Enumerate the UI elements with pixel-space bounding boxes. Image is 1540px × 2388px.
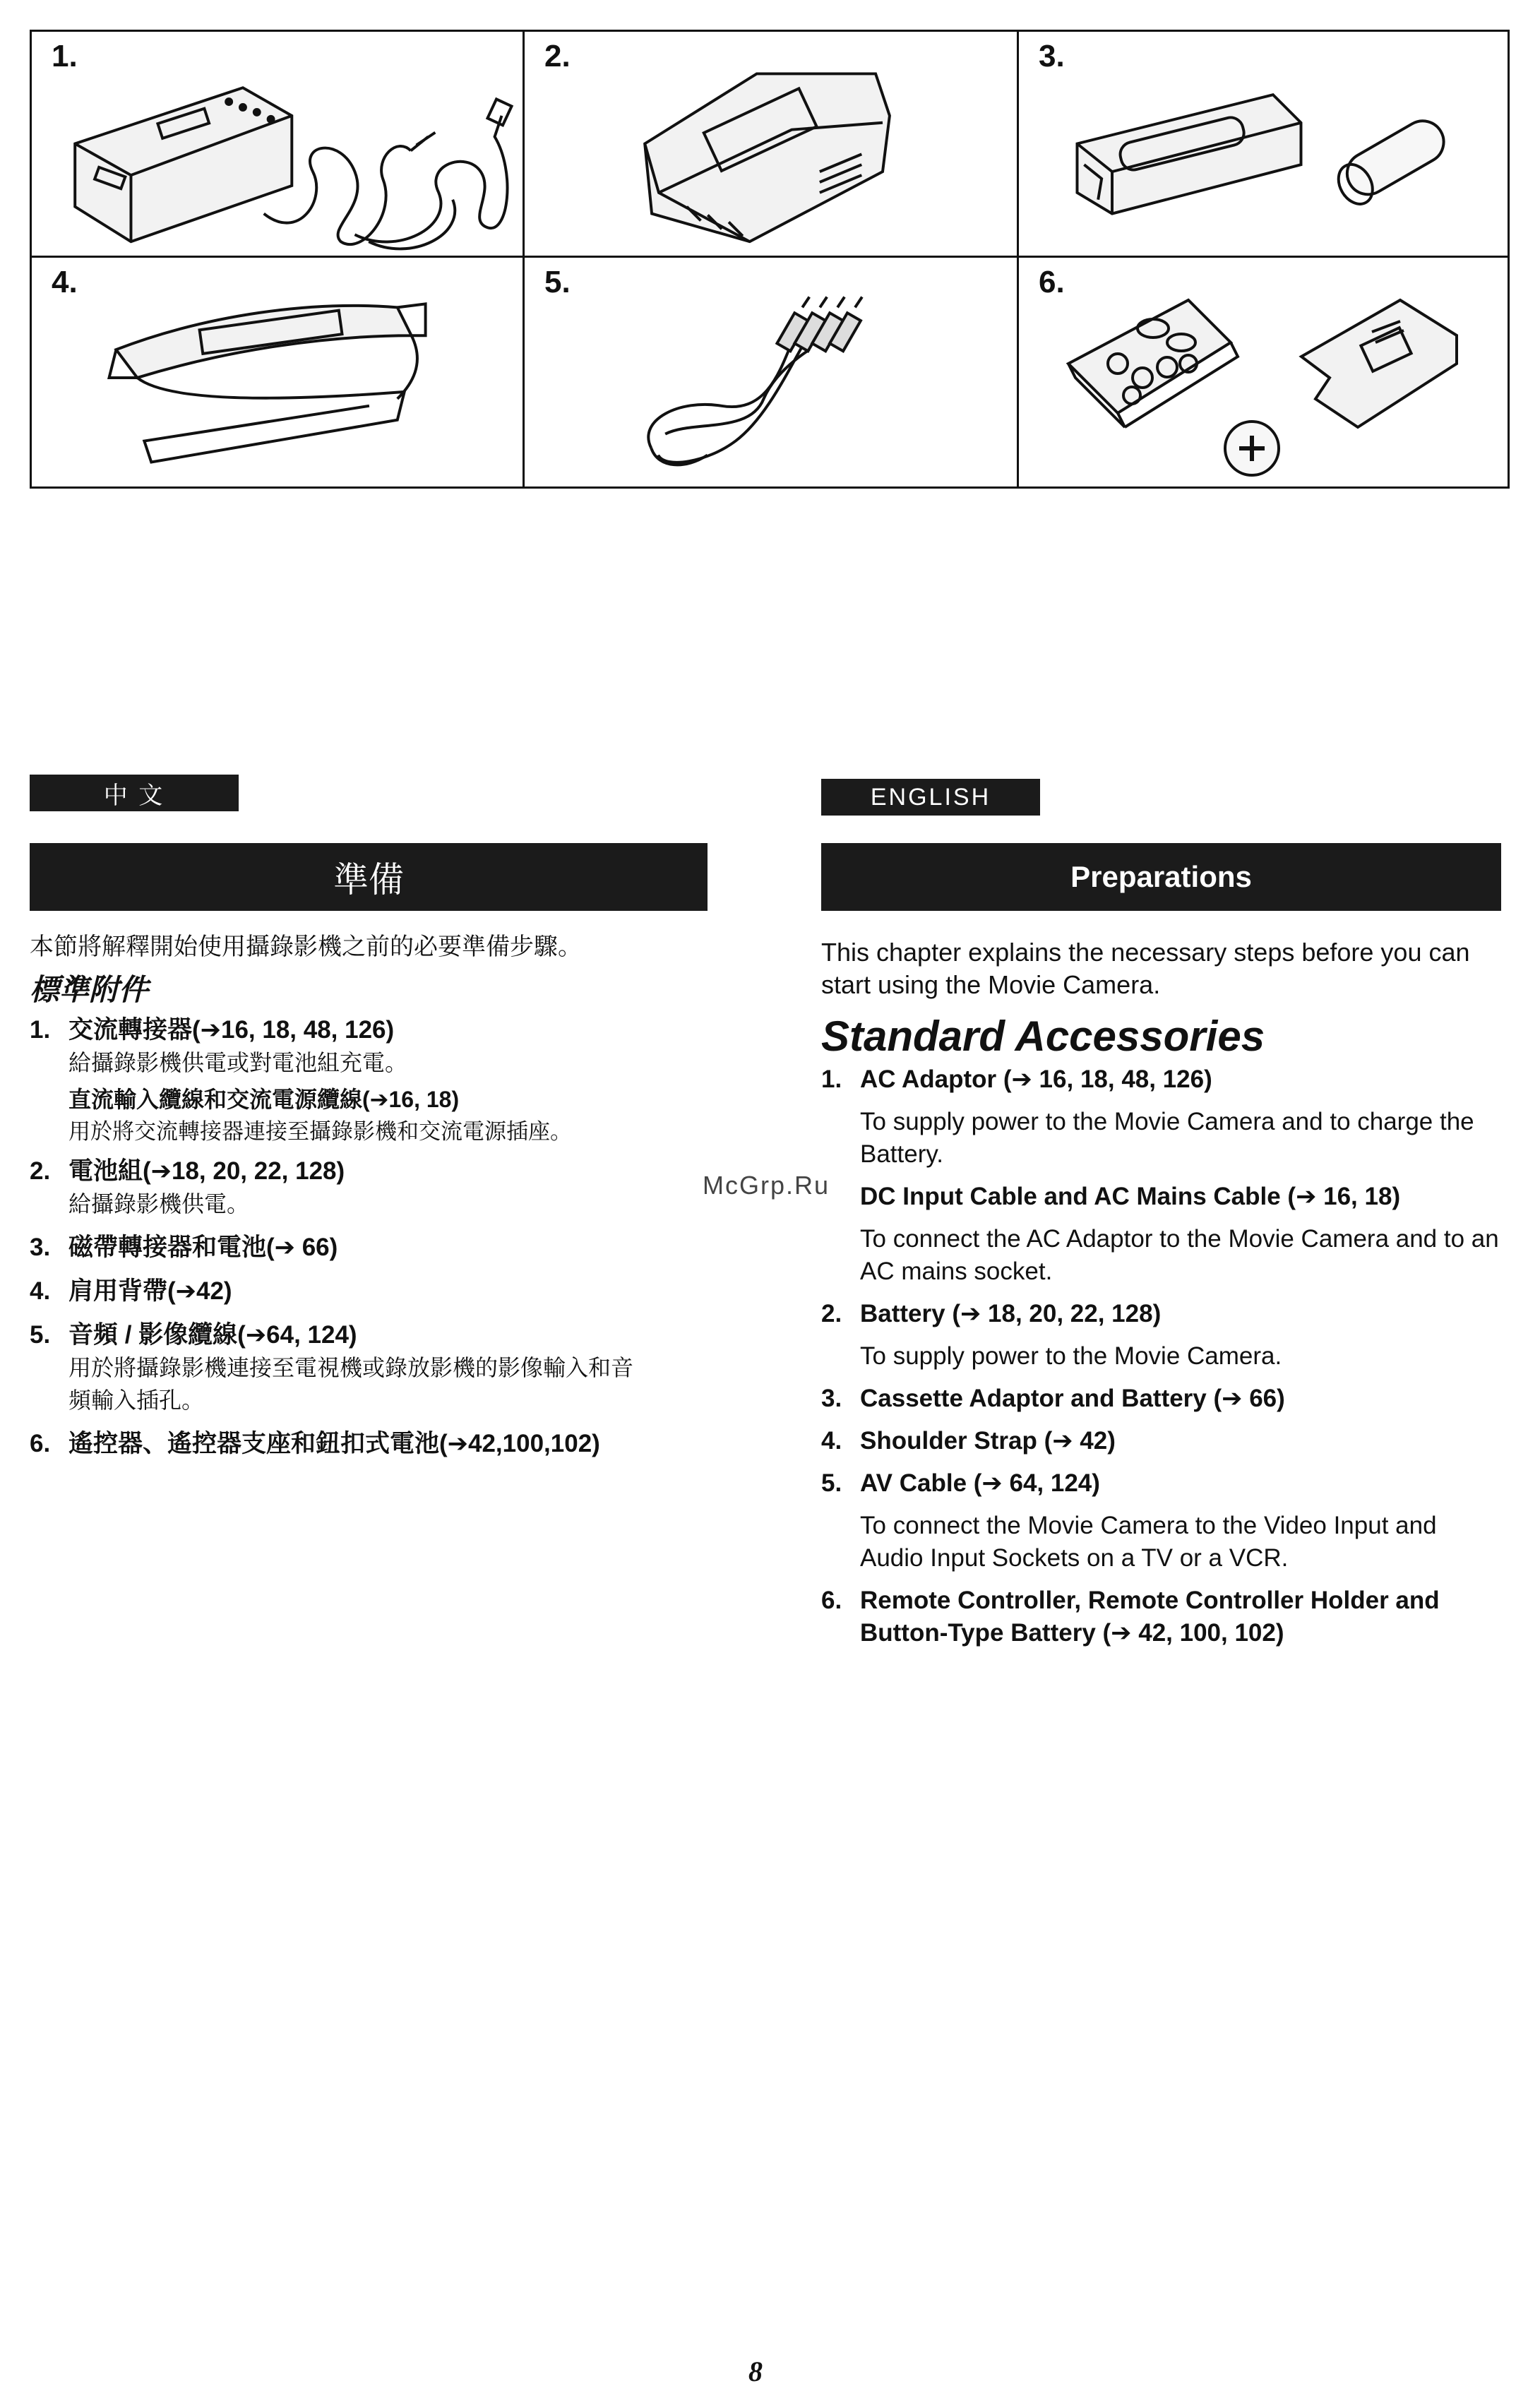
english-item-2	[821, 1298, 1499, 1373]
watermark: McGrp.Ru	[703, 1171, 830, 1200]
item-title: 磁帶轉接器和電池(➔ 66)	[68, 1234, 338, 1261]
chinese-item-6	[30, 1428, 708, 1460]
figure-cell-4	[32, 258, 525, 486]
accessories-figure	[30, 30, 1510, 489]
english-section-title-bar	[821, 843, 1501, 911]
chinese-language-tab: 中 文	[30, 775, 239, 811]
english-item-4	[821, 1425, 1499, 1457]
chinese-heading: 標準附件	[30, 973, 149, 1006]
item-number: 2.	[30, 1157, 51, 1185]
item-number: 6.	[821, 1587, 842, 1614]
item-title: Cassette Adaptor and Battery (➔ 66)	[860, 1385, 1285, 1412]
item-description: 頻輸入插孔。	[68, 1387, 205, 1413]
item-subtitle: DC Input Cable and AC Mains Cable (➔ 16, 18)	[860, 1183, 1401, 1210]
english-item-5	[821, 1467, 1499, 1575]
item-number: 6.	[30, 1430, 51, 1457]
english-item-3	[821, 1383, 1499, 1415]
chinese-item-4	[30, 1275, 708, 1308]
figure-cell-1	[32, 32, 525, 258]
av-cable-icon	[525, 258, 1017, 486]
chinese-column	[30, 931, 708, 1460]
item-title: Shoulder Strap (➔ 42)	[860, 1427, 1116, 1455]
item-title: AV Cable (➔ 64, 124)	[860, 1469, 1100, 1497]
english-intro: This chapter explains the necessary steps before you can start using the Movie Camera.	[821, 938, 1470, 999]
shoulder-strap-icon	[32, 258, 523, 486]
chinese-section-title-bar	[30, 843, 708, 911]
english-section-title: Preparations	[1070, 860, 1252, 893]
figure-cell-2	[525, 32, 1019, 258]
page-number: 8	[748, 2356, 763, 2387]
chinese-item-1	[30, 1014, 708, 1148]
item-description: To supply power to the Movie Camera and to charge the Battery.	[860, 1108, 1474, 1168]
item-description: To supply power to the Movie Camera.	[860, 1342, 1282, 1370]
item-number: 2.	[821, 1300, 842, 1327]
item-description: 給攝錄影機供電或對電池組充電。	[68, 1050, 408, 1075]
item-number: 3.	[30, 1234, 51, 1261]
item-number: 4.	[30, 1277, 51, 1305]
chinese-item-3	[30, 1231, 708, 1264]
english-item-6	[821, 1584, 1499, 1649]
figure-number: 1.	[52, 39, 78, 73]
item-description: 用於將交流轉接器連接至攝錄影機和交流電源插座。	[68, 1119, 572, 1144]
battery-pack-icon	[525, 32, 1017, 256]
item-description: 用於將攝錄影機連接至電視機或錄放影機的影像輸入和音	[68, 1355, 634, 1380]
english-language-tab: ENGLISH	[821, 779, 1040, 816]
item-subtitle: 直流輸入纜線和交流電源纜線(➔16, 18)	[68, 1087, 460, 1112]
item-title: Remote Controller, Remote Controller Holder and Button-Type Battery (➔ 42, 100, 102)	[860, 1587, 1440, 1647]
item-title: 音頻 / 影像纜線(➔64, 124)	[68, 1321, 357, 1349]
item-title: 電池組(➔18, 20, 22, 128)	[68, 1157, 345, 1185]
item-title: AC Adaptor (➔ 16, 18, 48, 126)	[860, 1065, 1212, 1093]
item-number: 1.	[821, 1065, 842, 1093]
remote-controller-icon	[1019, 258, 1508, 486]
item-number: 5.	[30, 1321, 51, 1349]
item-description: 給攝錄影機供電。	[68, 1191, 250, 1217]
item-title: 交流轉接器(➔16, 18, 48, 126)	[68, 1016, 395, 1044]
chinese-intro: 本節將解釋開始使用攝錄影機之前的必要準備步驟。	[30, 933, 582, 960]
figure-cell-3	[1019, 32, 1508, 258]
figure-number: 3.	[1039, 39, 1065, 73]
figure-cell-5	[525, 258, 1019, 486]
ac-adaptor-icon	[32, 32, 523, 256]
chinese-item-5	[30, 1319, 708, 1416]
figure-number: 5.	[544, 265, 571, 299]
item-number: 3.	[821, 1385, 842, 1412]
english-column	[821, 936, 1499, 1649]
item-number: 5.	[821, 1469, 842, 1497]
item-description: To connect the Movie Camera to the Video Input and Audio Input Sockets on a TV or a VCR.	[860, 1512, 1437, 1572]
item-description: To connect the AC Adaptor to the Movie Camera and to an AC mains socket.	[860, 1225, 1499, 1285]
english-heading: Standard Accessories	[821, 1013, 1265, 1060]
figure-number: 6.	[1039, 265, 1065, 299]
figure-number: 4.	[52, 265, 78, 299]
cassette-adaptor-icon	[1019, 32, 1508, 256]
item-title: 肩用背帶(➔42)	[68, 1277, 232, 1305]
item-number: 4.	[821, 1427, 842, 1455]
english-item-1	[821, 1063, 1499, 1288]
figure-number: 2.	[544, 39, 571, 73]
item-title: 遙控器、遙控器支座和鈕扣式電池(➔42,100,102)	[68, 1430, 600, 1457]
figure-cell-6	[1019, 258, 1508, 486]
item-number: 1.	[30, 1016, 51, 1044]
chinese-section-title: 準備	[333, 860, 404, 900]
chinese-item-2	[30, 1155, 708, 1220]
item-title: Battery (➔ 18, 20, 22, 128)	[860, 1300, 1162, 1327]
